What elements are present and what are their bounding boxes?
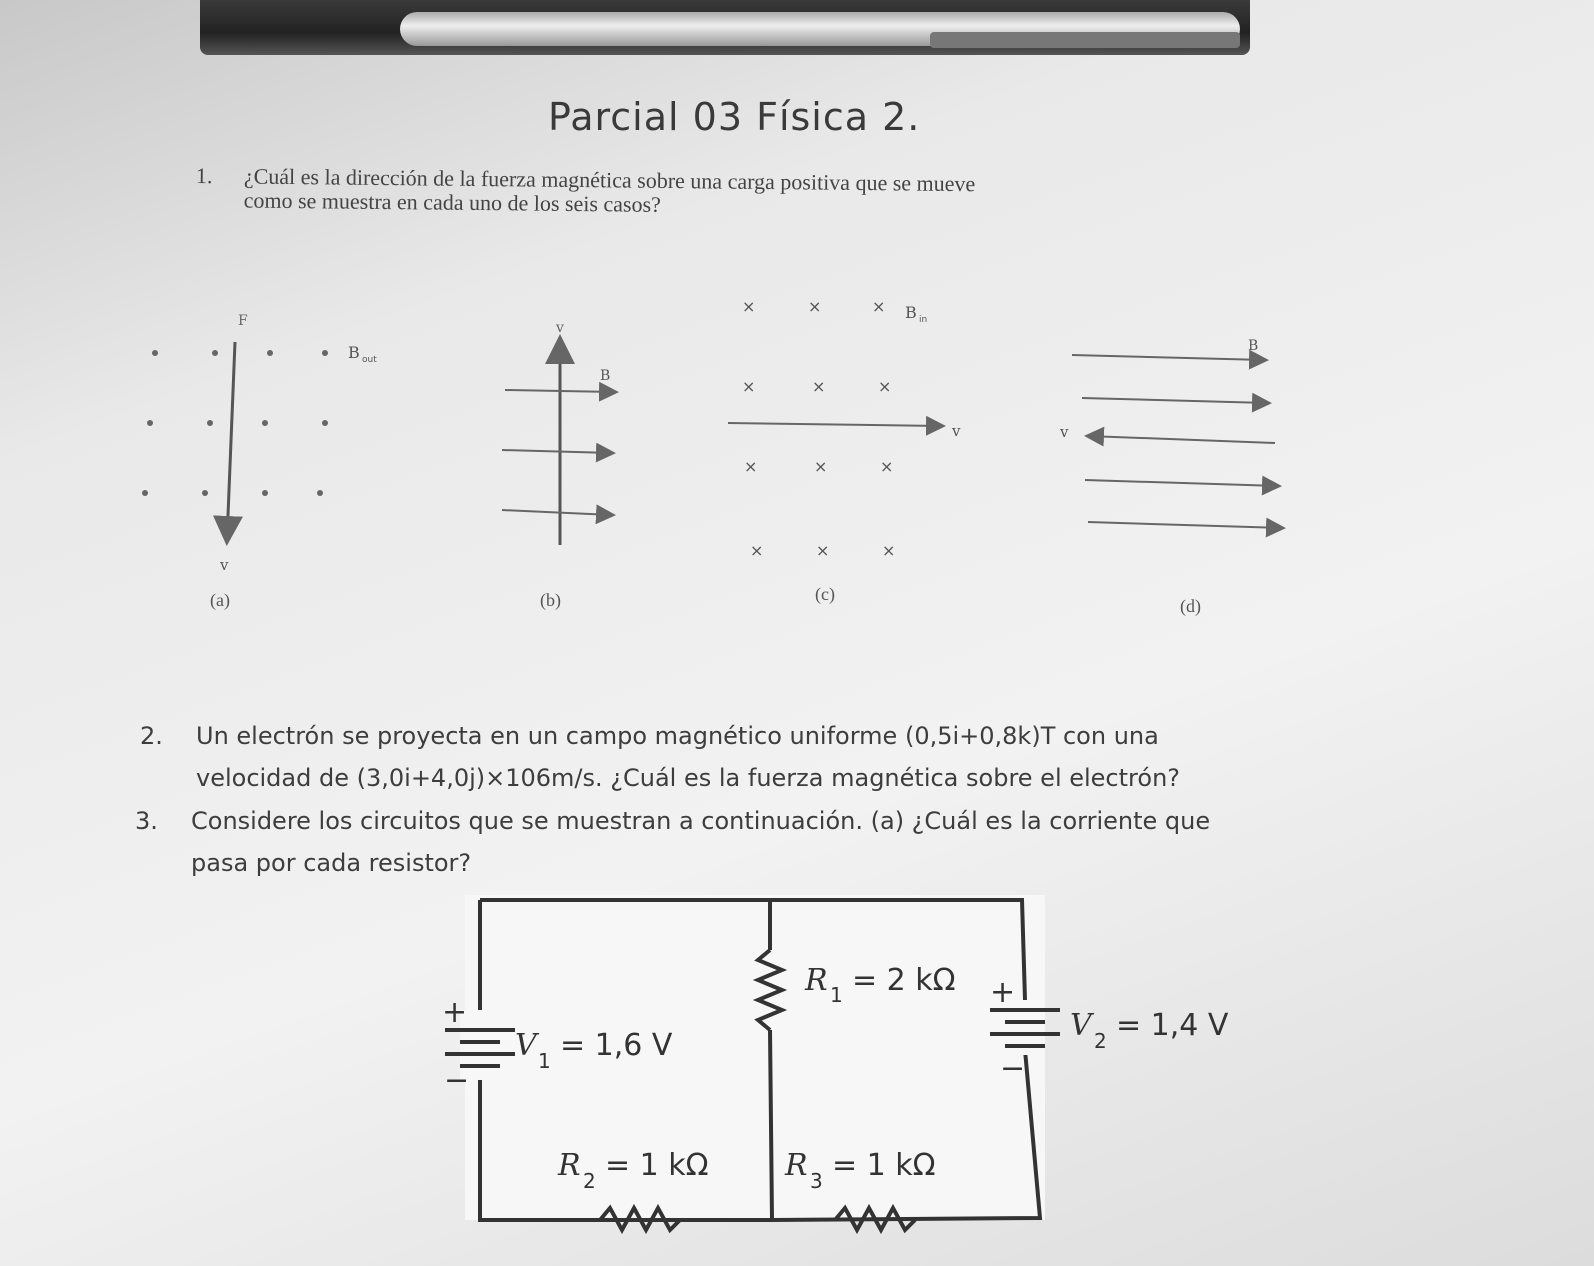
v2-name: V (1070, 1008, 1092, 1043)
figure-d-field-label: B (1248, 338, 1259, 354)
question-2-line-2: velocidad de (3,0i+4,0j)×106m/s. ¿Cuál es la fuerza magnética sobre el electrón? (196, 764, 1181, 792)
figure-d-velocity-label: v (1060, 423, 1069, 441)
r3-name: R (785, 1148, 808, 1183)
question-2-line-1: Un electrón se proyecta en un campo magnético uniforme (0,5i+0,8k)T con una (196, 722, 1159, 750)
svg-text:×: × (880, 457, 894, 476)
figure-a-field-label: B (348, 343, 360, 362)
v1-name: V (515, 1028, 537, 1063)
svg-text:×: × (878, 377, 892, 396)
v1-sub: 1 (538, 1049, 551, 1073)
circuit-diagram (442, 890, 1229, 1230)
figure-d-label: (d) (1180, 596, 1201, 616)
question-1-line-1: ¿Cuál es la dirección de la fuerza magnética sobre una carga positiva que se mueve (243, 163, 976, 197)
v2-value: = 1,4 V (1116, 1008, 1229, 1043)
question-3-line-2: pasa por cada resistor? (191, 849, 472, 877)
svg-text:×: × (816, 541, 830, 560)
figure-c-label: (c) (815, 584, 835, 604)
v1-plus-sign: + (442, 995, 468, 1030)
figure-c-field-sub: in (919, 315, 928, 325)
figure-a-force-label: F (238, 313, 248, 329)
v2-plus-sign: + (990, 975, 1016, 1010)
r3-sub: 3 (810, 1169, 823, 1193)
page-title: Parcial 03 Física 2. (548, 95, 921, 139)
figure-d (1060, 330, 1320, 550)
question-3-number: 3. (135, 807, 158, 835)
figure-a-velocity-label: v (220, 556, 229, 574)
figure-b (490, 310, 650, 570)
r1-resistor-symbol (758, 950, 782, 1030)
v2-sub: 2 (1094, 1029, 1107, 1053)
clipboard-clip-latch (930, 32, 1240, 48)
figure-b-velocity-label: v (556, 320, 564, 336)
r2-value: = 1 kΩ (605, 1148, 709, 1183)
r1-value: = 2 kΩ (852, 963, 956, 998)
svg-text:×: × (750, 541, 764, 560)
v1-value: = 1,6 V (560, 1028, 673, 1063)
question-1-number: 1. (195, 163, 213, 189)
question-3-line-1: Considere los circuitos que se muestran a continuación. (a) ¿Cuál es la corriente que (191, 807, 1211, 835)
svg-text:×: × (882, 541, 896, 560)
svg-text:×: × (744, 457, 758, 476)
svg-text:×: × (808, 297, 822, 316)
v2-minus-sign: − (1000, 1051, 1026, 1086)
svg-text:×: × (814, 457, 828, 476)
field-crosses (742, 297, 895, 560)
r2-sub: 2 (583, 1169, 596, 1193)
figure-c-field-label: B (905, 303, 917, 322)
svg-text:×: × (812, 377, 826, 396)
figure-b-field-label: B (600, 368, 611, 384)
question-2-number: 2. (140, 722, 163, 750)
svg-text:×: × (742, 297, 756, 316)
r1-name: R (805, 963, 828, 998)
r2-name: R (558, 1148, 581, 1183)
r1-sub: 1 (830, 983, 843, 1007)
v1-minus-sign: − (444, 1063, 470, 1098)
svg-text:×: × (872, 297, 886, 316)
figure-c (720, 290, 980, 570)
r3-value: = 1 kΩ (832, 1148, 936, 1183)
svg-text:×: × (742, 377, 756, 396)
figure-c-velocity-label: v (952, 422, 961, 440)
figure-b-label: (b) (540, 590, 561, 610)
figure-a-label: (a) (210, 590, 230, 610)
question-1-line-2: como se muestra en cada uno de los seis casos? (243, 187, 662, 217)
figure-a (130, 300, 410, 620)
figure-a-field-sub: out (362, 355, 377, 365)
